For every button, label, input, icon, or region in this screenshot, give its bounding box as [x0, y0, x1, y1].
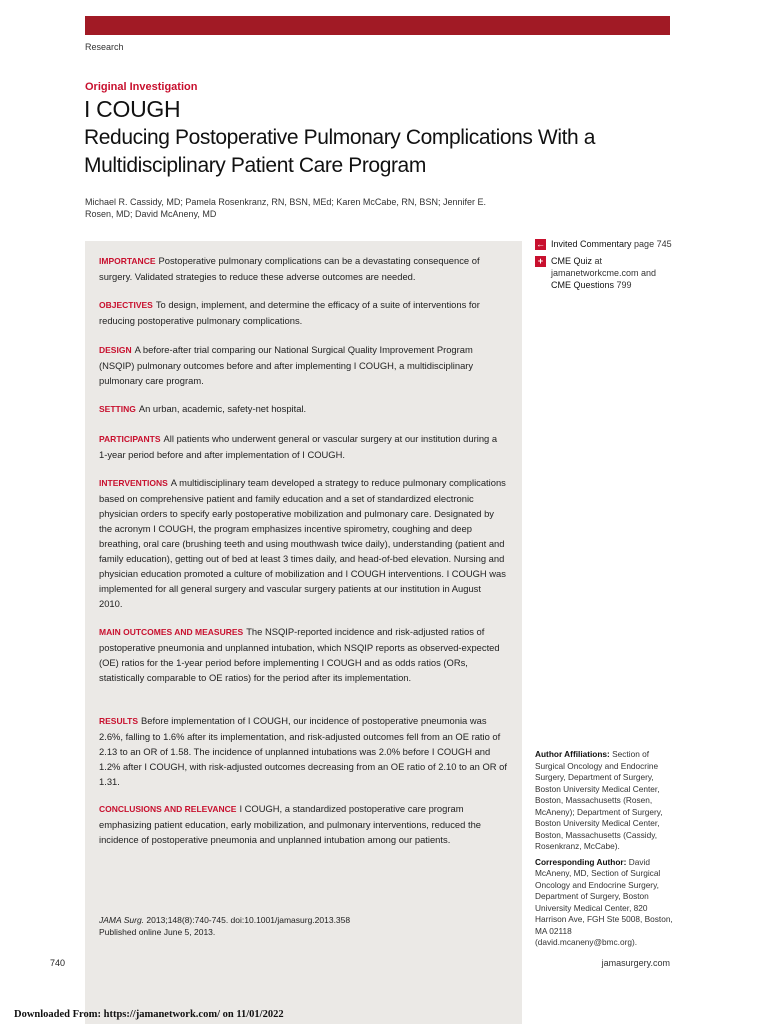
abstract-importance — [99, 253, 507, 284]
setting-label: SETTING — [99, 404, 136, 414]
objectives-text: To design, implement, and determine the efficacy of a suite of interventions for reducing postoperative pulmonary complications. — [99, 299, 480, 326]
download-notice: Downloaded From: https://jamanetwork.com/ on 11/01/2022 — [14, 1009, 284, 1020]
plus-icon: + — [535, 256, 546, 267]
results-text: Before implementation of I COUGH, our incidence of postoperative pneumonia was 2.6%, falling to 1.6% after its implementation, and risk-adjusted outcomes fell from an OE ratio of 2.13 to an OR of 1.58. The incidence of unplanned intubations was 2.0% before I COUGH and 1.2% after I COUGH, with risk-adjusted outcomes decreasing from an OE ratio of 2.10 to an OR of 1.31. — [99, 715, 507, 787]
main-outcomes-text: The NSQIP-reported incidence and risk-adjusted ratios of postoperative pneumonia and unplanned intubation, which NSQIP reports as observed-expected (OE) ratios for the 1-year period before implementing I COUGH and as odds ratios (ORs, statistically comparable to OE ratios) for the period after its implementation. — [99, 626, 500, 683]
importance-text: Postoperative pulmonary complications can be a devastating consequence of surgery. Validated strategies to reduce these adverse outcomes are needed. — [99, 255, 480, 282]
commentary-page: page 745 — [634, 239, 672, 249]
abstract-panel — [85, 241, 522, 1024]
published-date: Published online June 5, 2013. — [99, 927, 216, 937]
author-list: Michael R. Cassidy, MD; Pamela Rosenkranz, RN, BSN, MEd; Karen McCabe, RN, BSN; Jennifer E. Rosen, MD; David McAneny, MD — [85, 197, 486, 219]
abstract-conclusions — [99, 801, 507, 847]
citation — [99, 914, 499, 938]
related-links — [535, 238, 675, 296]
article-subtitle: Reducing Postoperative Pulmonary Complications With a Multidisciplinary Patient Care Program — [84, 126, 596, 177]
interventions-text: A multidisciplinary team developed a strategy to reduce pulmonary complications based on comprehensive patient and family education and a set of standardized electronic physician orders to specify early postoperative mobilization and pulmonary care. Designated by the acronym I COUGH, the program emphasizes incentive spirometry, coughing and deep breathing, oral care (brushing teeth and using mouthwash twice daily), understanding (patient and family education), getting out of bed at least 3 times daily, and head-of-bed elevation. Nursing and physician education promoted a culture of mobilization and I COUGH interventions. I COUGH was implemented for all general surgery and vascular surgery patients at our institution in August 2010. — [99, 477, 506, 609]
page-number: 740 — [50, 958, 66, 968]
design-text: A before-after trial comparing our National Surgical Quality Improvement Program (NSQIP) pulmonary outcomes before and after implementing I COUGH, a multidisciplinary pulmonary care program. — [99, 344, 474, 386]
citation-details[interactable]: 2013;148(8):740-745. doi:10.1001/jamasurg.2013.358 — [146, 915, 351, 925]
cme-quiz-link[interactable] — [535, 255, 675, 291]
abstract-objectives — [99, 297, 507, 328]
invited-commentary-link[interactable] — [535, 238, 675, 250]
participants-label: PARTICIPANTS — [99, 434, 161, 444]
importance-label: IMPORTANCE — [99, 256, 156, 266]
cme-quiz-label[interactable]: CME Quiz — [551, 256, 593, 266]
affiliations-label: Author Affiliations: — [535, 749, 610, 759]
commentary-label[interactable]: Invited Commentary — [551, 239, 632, 249]
citation-journal: JAMA Surg. — [99, 915, 145, 925]
setting-text: An urban, academic, safety-net hospital. — [138, 403, 307, 414]
journal-header-bar — [85, 16, 670, 35]
journal-site-link[interactable]: jamasurgery.com — [601, 958, 670, 968]
conclusions-label: CONCLUSIONS AND RELEVANCE — [99, 804, 237, 814]
objectives-label: OBJECTIVES — [99, 300, 153, 310]
author-affiliations — [535, 749, 675, 953]
corresponding-text: David McAneny, MD, Section of Surgical Oncology and Endocrine Surgery, Department of Surgery, Boston University Medical Center, 820 Harrison Ave, FGH Ste 5008, Boston, MA 02118 (david.mcaneny@bmc.org). — [535, 856, 673, 947]
article-type: Original Investigation — [85, 81, 198, 93]
interventions-label: INTERVENTIONS — [99, 478, 168, 488]
results-label: RESULTS — [99, 716, 139, 726]
corresponding-label: Corresponding Author: — [535, 856, 627, 867]
abstract-main-outcomes — [99, 624, 507, 685]
cme-questions-label[interactable]: CME Questions — [551, 280, 615, 290]
main-outcomes-label: MAIN OUTCOMES AND MEASURES — [99, 627, 244, 637]
abstract-setting — [99, 401, 507, 417]
cme-quiz-text: at jamanetworkcme.com and — [551, 256, 657, 278]
abstract-participants — [99, 431, 507, 462]
cme-questions-page: 799 — [616, 280, 632, 290]
abstract-results — [99, 713, 507, 789]
affiliations-text: Section of Surgical Oncology and Endocrine Surgery, Department of Surgery, Boston University Medical Center, Boston, Massachusetts (Rosen, McAneny); Department of Surgery, Boston University Medical Center, Boston, Massachusetts (Cassidy, Rosenkranz, McCabe). — [535, 749, 663, 851]
conclusions-text: I COUGH, a standardized postoperative care program emphasizing patient education, early mobilization, and pulmonary interventions, reduced the incidence of postoperative pneumonia and unplanned intubation among our patients. — [99, 803, 481, 845]
arrow-left-icon: ← — [536, 239, 545, 249]
abstract-interventions — [99, 475, 507, 611]
section-label: Research — [85, 42, 124, 52]
design-label: DESIGN — [99, 345, 132, 355]
abstract-design — [99, 342, 507, 388]
article-title: I COUGH — [84, 96, 181, 122]
participants-text: All patients who underwent general or vascular surgery at our institution during a 1-year period before and after implementation of I COUGH. — [99, 433, 498, 460]
